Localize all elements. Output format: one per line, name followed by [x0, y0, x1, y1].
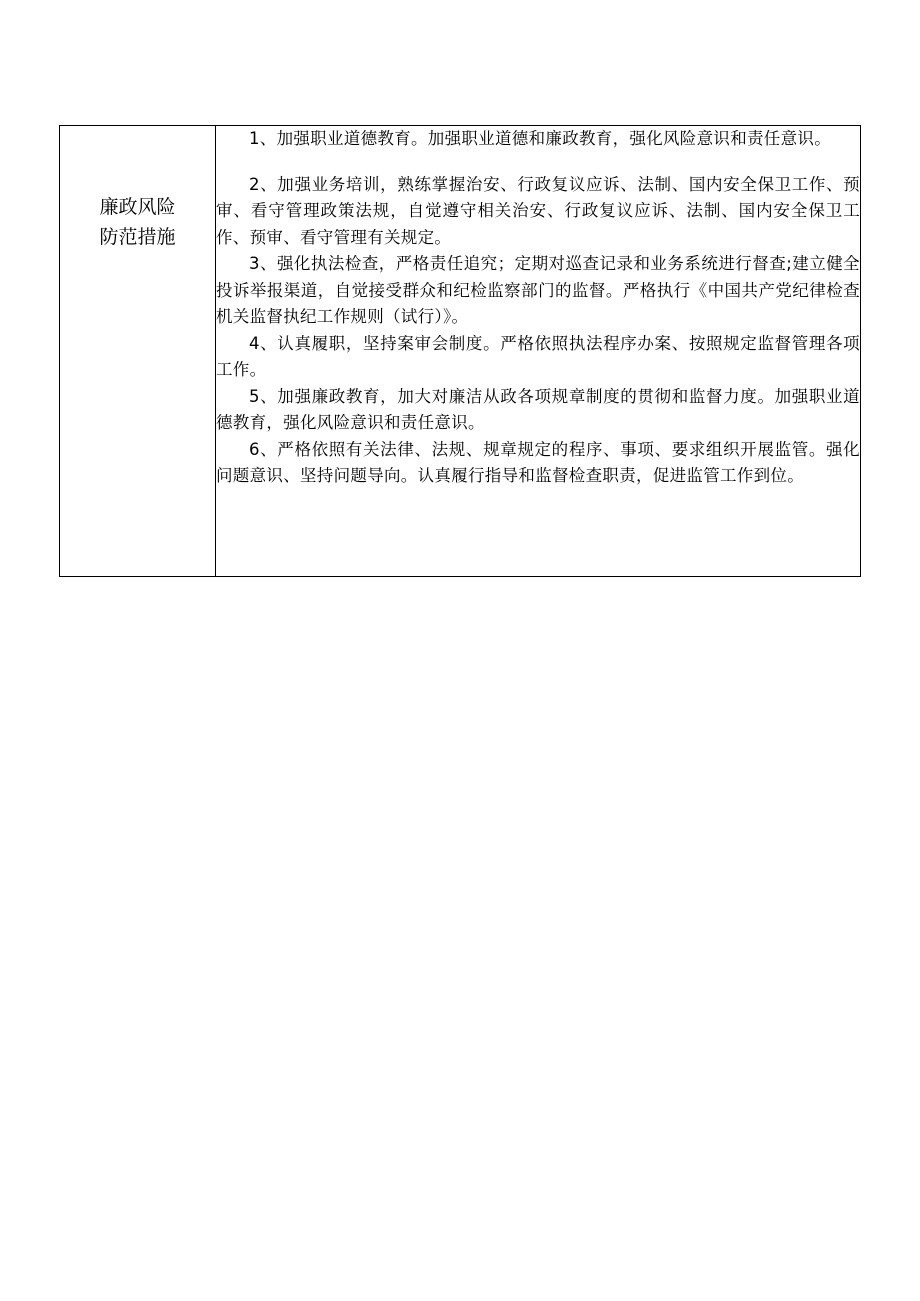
label-cell [60, 126, 216, 577]
table-row [60, 126, 861, 577]
measure-item-1: 1、加强职业道德教育。加强职业道德和廉政教育，强化风险意识和责任意识。 [249, 129, 831, 148]
measure-item-2: 2、加强业务培训，熟练掌握治安、行政复议应诉、法制、国内安全保卫工作、预审、看守管理政策法规，自觉遵守相关治安、行政复议应诉、法制、国内安全保卫工作、预审、看守管理有关规定。 [216, 174, 860, 247]
row-label-line-1: 廉政风险 [99, 196, 176, 218]
measure-item-6: 6、严格依照有关法律、法规、规章规定的程序、事项、要求组织开展监管。强化问题意识、坚持问题导向。认真履行指导和监督检查职责，促进监管工作到位。 [216, 439, 860, 485]
measures-cell [216, 126, 861, 577]
risk-prevention-table [59, 125, 861, 577]
measure-item-3: 3、强化执法检查，严格责任追究；定期对巡查记录和业务系统进行督查;建立健全投诉举报渠道，自觉接受群众和纪检监察部门的监督。严格执行《中国共产党纪律检查机关监督执纪工作规则（试行）》。 [216, 254, 860, 326]
measure-item-5: 5、加强廉政教育，加大对廉洁从政各项规章制度的贯彻和监督力度。加强职业道德教育，强化风险意识和责任意识。 [216, 386, 860, 432]
row-label-line-2: 防范措施 [99, 226, 176, 248]
row-label [60, 192, 215, 252]
measure-item-4: 4、认真履职，坚持案审会制度。严格依照执法程序办案、按照规定监督管理各项工作。 [216, 333, 860, 379]
